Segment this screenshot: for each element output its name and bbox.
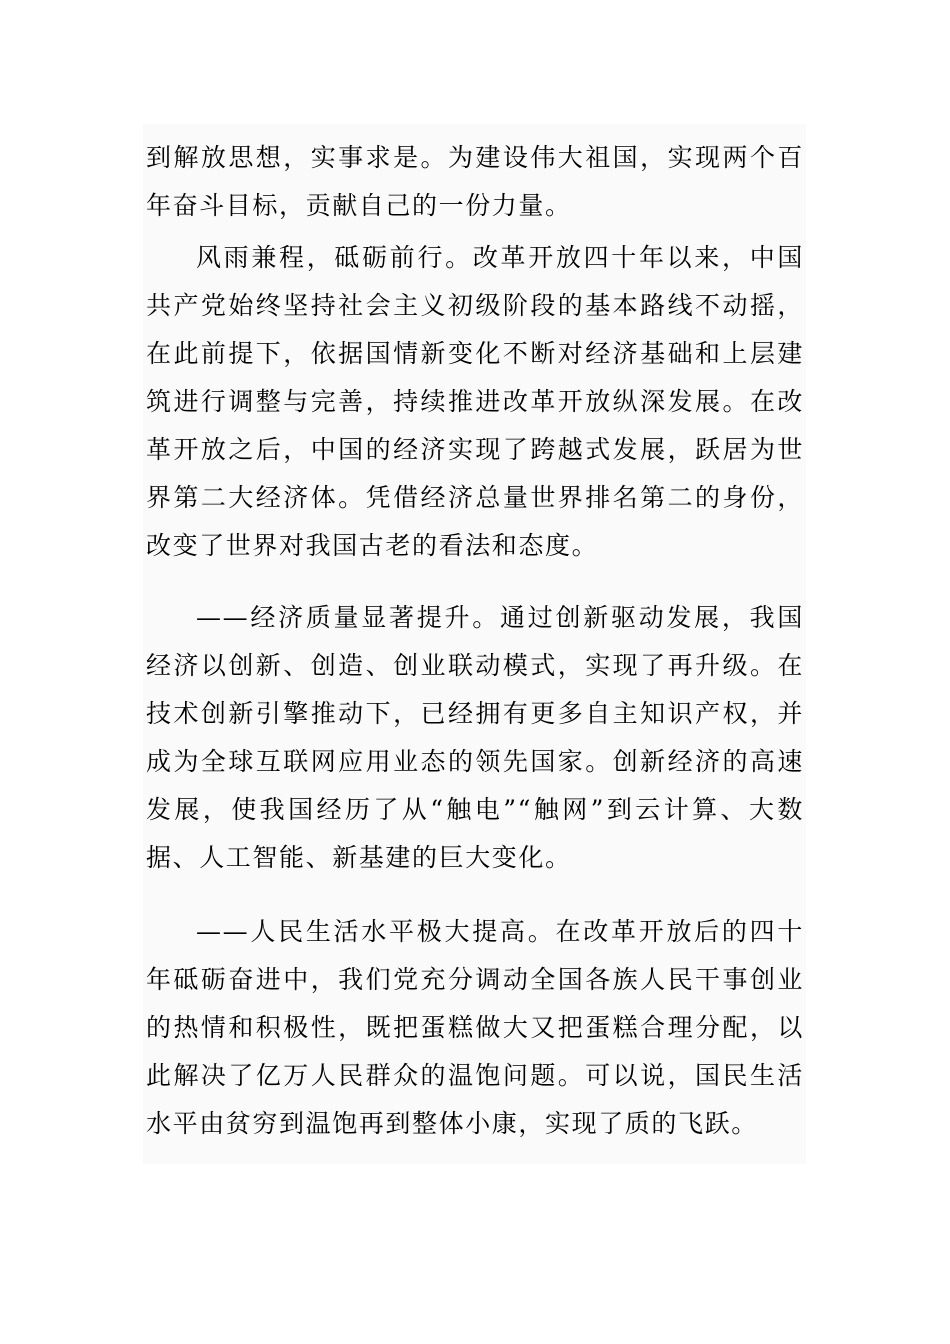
paragraph-economic-quality: ——经济质量显著提升。通过创新驱动发展，我国经济以创新、创造、创业联动模式，实现了再升级。在技术创新引擎推动下，已经拥有更多自主知识产权，并成为全球互联网应用业态的领先国家。创新经济的高速发展，使我国经历了从“触电”“触网”到云计算、大数据、人工智能、新基建的巨大变化。 [146, 603, 804, 872]
paragraph-reform-opening: 风雨兼程，砥砺前行。改革开放四十年以来，中国共产党始终坚持社会主义初级阶段的基本路线不动摇，在此前提下，依据国情新变化不断对经济基础和上层建筑进行调整与完善，持续推进改革开放纵深发展。在改革开放之后，中国的经济实现了跨越式发展，跃居为世界第二大经济体。凭借经济总量世界排名第二的身份，改变了世界对我国古老的看法和态度。 [146, 243, 804, 560]
paragraph-living-standards: ——人民生活水平极大提高。在改革开放后的四十年砥砺奋进中，我们党充分调动全国各族人民干事创业的热情和积极性，既把蛋糕做大又把蛋糕合理分配，以此解决了亿万人民群众的温饱问题。可以说，国民生活水平由贫穷到温饱再到整体小康，实现了质的飞跃。 [146, 917, 804, 1138]
paragraph-continuation: 到解放思想，实事求是。为建设伟大祖国，实现两个百年奋斗目标，贡献自己的一份力量。 [146, 143, 804, 220]
document-text-block [143, 124, 806, 1164]
